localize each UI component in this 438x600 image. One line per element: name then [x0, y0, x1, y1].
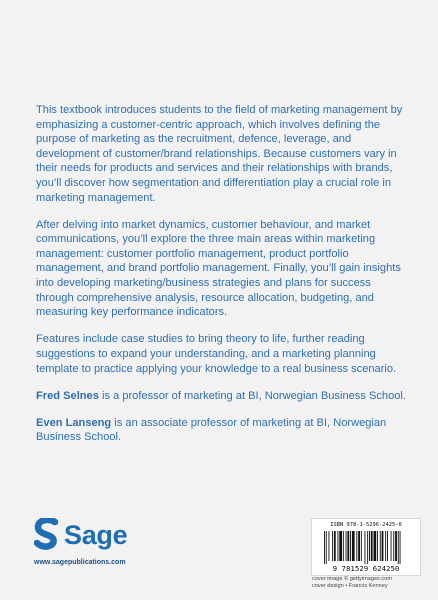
barcode-bar — [380, 531, 381, 561]
barcode-bar — [393, 531, 394, 561]
barcode-bar — [365, 531, 366, 564]
isbn-number: ISBN 978-1-5296-2425-0 — [330, 522, 402, 528]
barcode-bar — [385, 531, 386, 561]
barcode-bar — [377, 531, 378, 561]
logo-wordmark: Sage — [64, 520, 128, 550]
barcode-bar — [334, 531, 336, 561]
barcode-bar — [371, 531, 373, 561]
blurb-paragraph-2: After delving into market dynamics, customer behaviour, and market communications, you’ll explore the three main areas within marketing management: customer portfolio management, product portfolio management, and brand portfolio management. Finally, you’ll gain insights into developing marketing/business strategies and plans for success through comprehensive analysis, resource allocation, budgeting, and measuring key performance indicators. — [36, 218, 401, 319]
author-description: is a professor of marketing at BI, Norwegian Business School. — [98, 389, 406, 402]
barcode-bar — [338, 531, 339, 561]
barcode-bar — [324, 531, 325, 564]
barcode-bar — [367, 531, 368, 564]
barcode-bar — [356, 531, 357, 561]
author-name: Fred Selnes — [36, 389, 99, 402]
barcode-graphic — [318, 531, 414, 572]
barcode-bar — [395, 531, 397, 561]
cover-credits — [312, 576, 392, 590]
barcode-bar — [382, 531, 384, 561]
barcode-bar — [329, 531, 330, 561]
isbn-barcode — [311, 518, 421, 576]
barcode-digits: 9 781529 624250 — [332, 564, 400, 572]
author-bio-1 — [36, 389, 408, 404]
barcode-bar — [400, 531, 401, 564]
barcode-bar — [347, 531, 349, 561]
barcode-bar — [358, 531, 360, 561]
barcode-bar — [332, 531, 333, 561]
barcode-bar — [346, 531, 347, 561]
barcode-bar — [350, 531, 351, 561]
barcode-bar — [343, 531, 344, 561]
publisher-url: www.sagepublications.com — [34, 559, 126, 566]
author-name: Even Lanseng — [36, 416, 112, 429]
barcode-bar — [391, 531, 392, 561]
barcode-bar — [352, 531, 355, 561]
barcode-bar — [387, 531, 388, 561]
publisher-logo — [34, 518, 144, 568]
blurb-paragraph-1: This textbook introduces students to the field of marketing management by emphasizing a customer-centric approach, which involves defining the purpose of marketing as the recruitment, defence, leverage, and development of customer/brand relationships. Because customers vary in their needs for products and services and their relationships with brands, you’ll discover how segmentation and differentiation play a crucial role in marketing management. — [36, 104, 403, 204]
barcode-bar — [326, 531, 327, 564]
blurb-paragraph-3: Features include case studies to bring theory to life, further reading suggestions to expand your understanding, and a marketing planning template to practice applying your knowledge to a real business scenario. — [36, 333, 397, 375]
cover-design-credit: cover design • Francis Kenney — [312, 583, 388, 589]
author-description: is an associate professor of marketing at BI, Norwegian Business School. — [36, 416, 387, 444]
barcode-bar — [374, 531, 377, 561]
barcode-bar — [398, 531, 399, 564]
author-bio-2 — [36, 416, 408, 445]
barcode-bar — [361, 531, 362, 561]
cover-image-credit: cover image © gettyimages.com — [312, 576, 392, 582]
barcode-bar — [339, 531, 342, 561]
barcode-bar — [369, 531, 370, 561]
blurb — [36, 103, 408, 457]
sage-s-icon — [34, 518, 60, 552]
